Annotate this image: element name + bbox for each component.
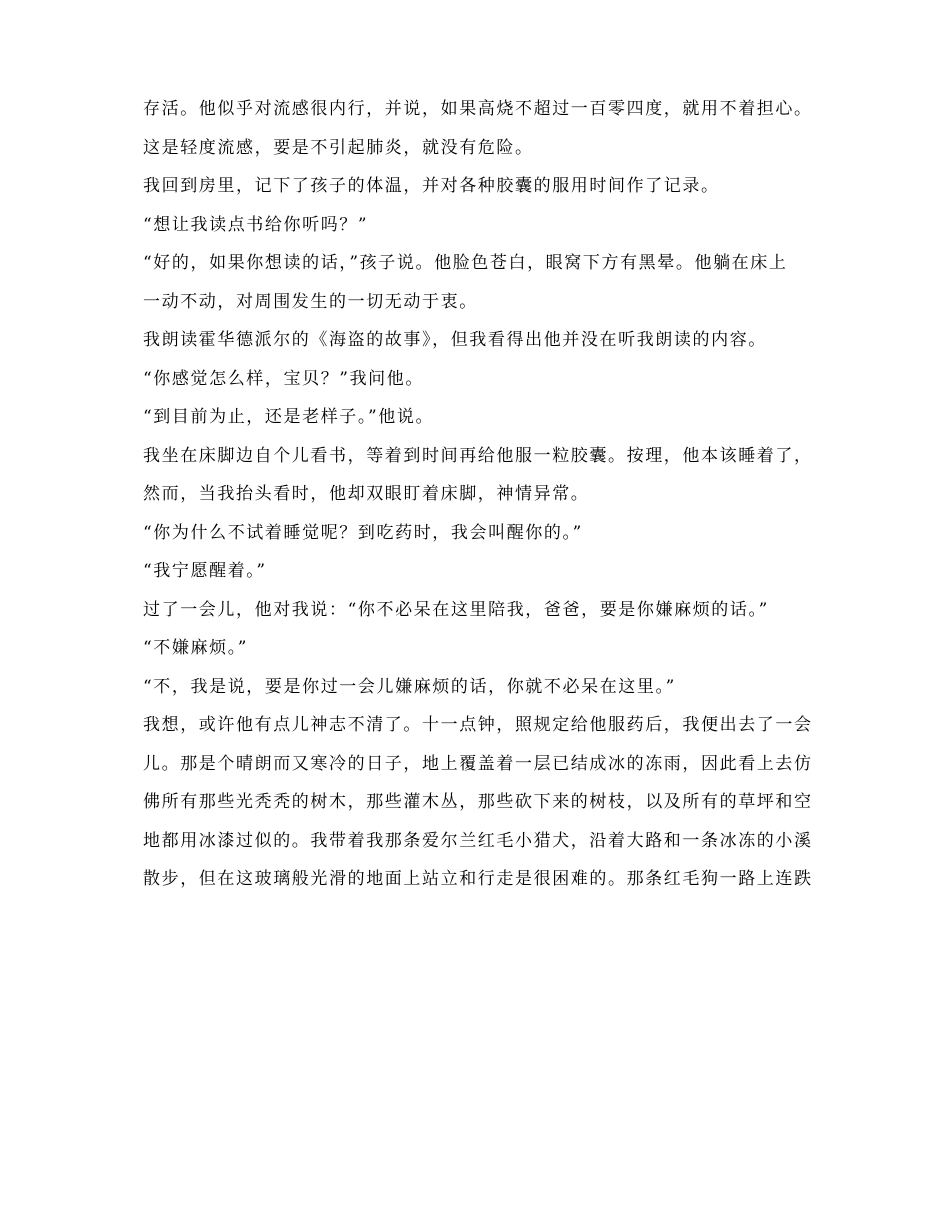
text-line: 地都用冰漆过似的。我带着我那条爱尔兰红毛小猎犬，沿着大路和一条冰冻的小溪 xyxy=(143,830,813,851)
text-line: 儿。那是个晴朗而又寒冷的日子，地上覆盖着一层已结成冰的冻雨，因此看上去仿 xyxy=(143,753,813,774)
text-line: “我宁愿醒着。” xyxy=(143,561,267,581)
text-line: 我回到房里，记下了孩子的体温，并对各种胶囊的服用时间作了记录。 xyxy=(143,176,720,196)
paragraph xyxy=(143,437,815,514)
text-line: “不，我是说，要是你过一会儿嫌麻烦的话，你就不必呆在这里。” xyxy=(143,676,676,697)
paragraph xyxy=(143,706,815,899)
paragraph xyxy=(143,360,815,399)
paragraph xyxy=(143,629,815,668)
text-line: 存活。他似乎对流感很内行，并说，如果高烧不超过一百零四度，就用不着担心。 xyxy=(143,99,813,119)
paragraph xyxy=(143,244,815,321)
text-line: 我朗读霍华德派尔的《海盗的故事》，但我看得出他并没在听我朗读的内容。 xyxy=(143,330,767,350)
paragraph xyxy=(143,167,815,206)
text-line: 过了一会儿，他对我说：“你不必呆在这里陪我，爸爸，要是你嫌麻烦的话。” xyxy=(143,599,769,620)
paragraph xyxy=(143,668,815,707)
text-line: 我想，或许他有点儿神志不清了。十一点钟，照规定给他服药后，我便出去了一会 xyxy=(143,715,813,735)
paragraph xyxy=(143,552,815,591)
text-line: “到目前为止，还是老样子。”他说。 xyxy=(143,407,435,427)
text-line: “你感觉怎么样，宝贝？”我问他。 xyxy=(143,368,424,389)
paragraph xyxy=(143,398,815,437)
text-line: 佛所有那些光秃秃的树木，那些灌木丛，那些砍下来的树枝，以及所有的草坪和空 xyxy=(143,792,813,812)
paragraph xyxy=(143,206,815,245)
text-line: “你为什么不试着睡觉呢？到吃药时，我会叫醒你的。” xyxy=(143,522,583,543)
paragraph xyxy=(143,514,815,553)
paragraph xyxy=(143,591,815,630)
paragraph xyxy=(143,90,815,167)
text-line: 一动不动，对周围发生的一切无动于衷。 xyxy=(143,291,478,312)
text-line: “想让我读点书给你听吗？” xyxy=(143,214,369,235)
text-line: 散步，但在这玻璃般光滑的地面上站立和行走是很困难的。那条红毛狗一路上连跌 xyxy=(143,869,813,889)
text-line: “好的，如果你想读的话，”孩子说。他脸色苍白，眼窝下方有黑晕。他躺在床上 xyxy=(143,253,788,273)
body-text xyxy=(143,90,815,899)
text-line: 然而，当我抬头看时，他却双眼盯着床脚，神情异常。 xyxy=(143,484,590,504)
paragraph xyxy=(143,321,815,360)
text-line: 我坐在床脚边自个儿看书，等着到时间再给他服一粒胶囊。按理，他本该睡着了， xyxy=(143,445,813,466)
text-line: 这是轻度流感，要是不引起肺炎，就没有危险。 xyxy=(143,137,534,158)
text-line: “不嫌麻烦。” xyxy=(143,638,249,658)
